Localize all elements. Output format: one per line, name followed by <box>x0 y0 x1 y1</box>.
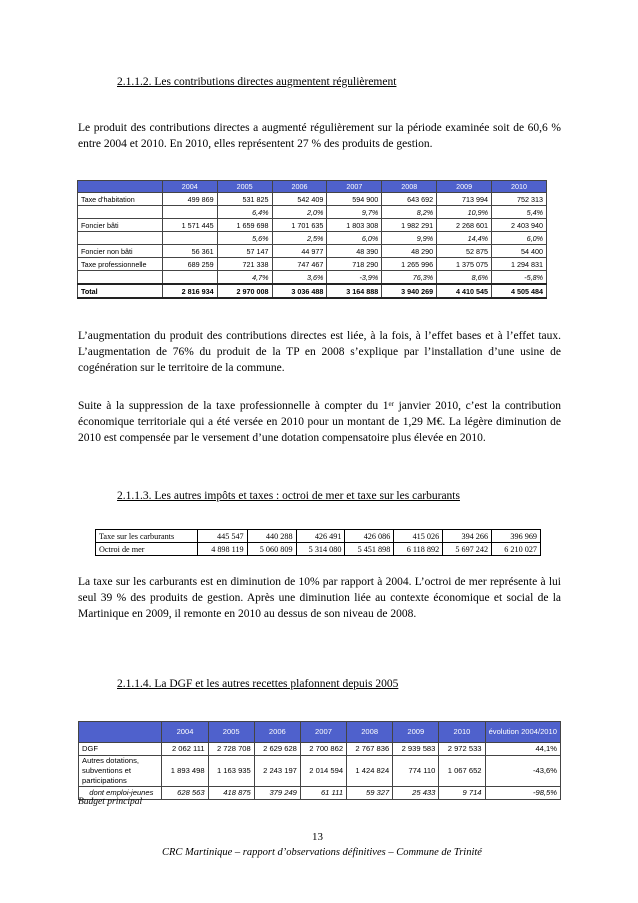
table-header-row <box>78 181 547 193</box>
table-cell: 628 563 <box>162 787 208 800</box>
table-cell: 6 210 027 <box>492 543 541 556</box>
row-label: Taxe sur les carburants <box>96 530 198 543</box>
section-heading-dgf: 2.1.1.4. La DGF et les autres recettes plafonnent depuis 2005 <box>117 678 399 690</box>
table-cell: 2 268 601 <box>437 219 492 232</box>
page-number: 13 <box>312 831 323 843</box>
table-cell: 5 060 809 <box>247 543 296 556</box>
table-cell: 6,4% <box>217 206 272 219</box>
table-cell: 14,4% <box>437 232 492 245</box>
table-cell: 2 403 940 <box>492 219 547 232</box>
section-heading-contributions: 2.1.1.2. Les contributions directes augmentent régulièrement <box>117 76 397 88</box>
table-cell: 2,0% <box>272 206 327 219</box>
table-cell: 394 266 <box>443 530 492 543</box>
row-label <box>78 271 163 285</box>
table-cell: 440 288 <box>247 530 296 543</box>
table-cell: 5 697 242 <box>443 543 492 556</box>
row-label <box>78 206 163 219</box>
table-cell: 542 409 <box>272 193 327 206</box>
table-row <box>78 271 547 285</box>
table-row <box>78 193 547 206</box>
table-cell: 1 424 824 <box>347 756 393 787</box>
table-cell: 56 361 <box>162 245 217 258</box>
table-cell: 2 728 708 <box>208 743 254 756</box>
table-cell: 8,6% <box>437 271 492 285</box>
table-cell: 713 994 <box>437 193 492 206</box>
table-cell: 1 803 308 <box>327 219 382 232</box>
table-cell: 396 969 <box>492 530 541 543</box>
table-cell: 25 433 <box>393 787 439 800</box>
table-cell: 4 410 545 <box>437 284 492 298</box>
table-cell: 1 375 075 <box>437 258 492 271</box>
table-header-year: 2009 <box>393 722 439 743</box>
table-carburants-octroi <box>95 529 541 556</box>
table-cell: 52 875 <box>437 245 492 258</box>
table-cell: 9,7% <box>327 206 382 219</box>
row-label <box>78 232 163 245</box>
table-cell: 59 327 <box>347 787 393 800</box>
table-cell: 6 118 892 <box>394 543 443 556</box>
table-row <box>78 232 547 245</box>
table-header-blank <box>78 181 163 193</box>
row-label: Taxe d'habitation <box>78 193 163 206</box>
table-cell: 3,6% <box>272 271 327 285</box>
table-cell: 48 290 <box>382 245 437 258</box>
row-label: dont emploi-jeunes <box>79 787 162 800</box>
table-cell: 594 900 <box>327 193 382 206</box>
table-row <box>79 743 561 756</box>
table-cell: 689 259 <box>162 258 217 271</box>
table-cell: 6,0% <box>327 232 382 245</box>
row-label: Taxe professionnelle <box>78 258 163 271</box>
table-contributions <box>77 180 547 299</box>
table-cell: 76,3% <box>382 271 437 285</box>
table-cell: 2,5% <box>272 232 327 245</box>
table-cell: 2 014 594 <box>300 756 346 787</box>
table-cell: 6,0% <box>492 232 547 245</box>
table-cell: 1 982 291 <box>382 219 437 232</box>
table-row <box>96 543 541 556</box>
table-header-year: 2010 <box>492 181 547 193</box>
table-cell: 2 062 111 <box>162 743 208 756</box>
table-cell: 643 692 <box>382 193 437 206</box>
table-cell: 3 036 488 <box>272 284 327 298</box>
row-label: DGF <box>79 743 162 756</box>
table-header-year: 2005 <box>208 722 254 743</box>
table-cell: -3,9% <box>327 271 382 285</box>
paragraph-suppression-tp <box>78 398 561 446</box>
table-cell: -5,8% <box>492 271 547 285</box>
table-header-year: 2010 <box>439 722 485 743</box>
table-header-year: 2004 <box>162 722 208 743</box>
table-row <box>78 206 547 219</box>
table-cell: 415 026 <box>394 530 443 543</box>
table-row <box>79 756 561 787</box>
table-cell: 445 547 <box>197 530 247 543</box>
table-cell: 4 505 484 <box>492 284 547 298</box>
row-label: Foncier non bâti <box>78 245 163 258</box>
table-header-year: 2008 <box>347 722 393 743</box>
table-cell: 426 491 <box>296 530 345 543</box>
table-cell: 5 451 898 <box>345 543 394 556</box>
table-cell: 1 659 698 <box>217 219 272 232</box>
table-cell: 4 898 119 <box>197 543 247 556</box>
table-cell: 5,4% <box>492 206 547 219</box>
table-cell: 379 249 <box>254 787 300 800</box>
table-cell: 61 111 <box>300 787 346 800</box>
table-row <box>96 530 541 543</box>
table-cell <box>162 271 217 285</box>
table-cell: 2 816 934 <box>162 284 217 298</box>
table-cell: 9,9% <box>382 232 437 245</box>
table-cell: 1 571 445 <box>162 219 217 232</box>
table-cell <box>162 232 217 245</box>
table-cell: 752 313 <box>492 193 547 206</box>
table-cell: 10,9% <box>437 206 492 219</box>
table-row <box>78 219 547 232</box>
table-cell: 4,7% <box>217 271 272 285</box>
table-cell: 774 110 <box>393 756 439 787</box>
table-cell: -98,5% <box>485 787 560 800</box>
table-cell: 5,6% <box>217 232 272 245</box>
table-cell: 57 147 <box>217 245 272 258</box>
table-cell: 499 869 <box>162 193 217 206</box>
table-cell: 5 314 080 <box>296 543 345 556</box>
table-cell: 531 825 <box>217 193 272 206</box>
table-caption: Budget principal <box>78 797 143 807</box>
table-header-evolution: évolution 2004/2010 <box>485 722 560 743</box>
table-row <box>78 284 547 298</box>
table-cell: 9 714 <box>439 787 485 800</box>
table-cell: 747 467 <box>272 258 327 271</box>
table-cell: 2 700 862 <box>300 743 346 756</box>
table-cell: 44 977 <box>272 245 327 258</box>
table-cell: 418 875 <box>208 787 254 800</box>
table-cell: 1 701 635 <box>272 219 327 232</box>
row-label: Octroi de mer <box>96 543 198 556</box>
table-header-row <box>79 722 561 743</box>
superscript-er: er <box>388 400 394 408</box>
table-cell: 2 243 197 <box>254 756 300 787</box>
table-cell: 2 972 533 <box>439 743 485 756</box>
row-label: Foncier bâti <box>78 219 163 232</box>
table-cell: 1 893 498 <box>162 756 208 787</box>
paragraph-octroi: La taxe sur les carburants est en diminution de 10% par rapport à 2004. L’octroi de mer représente à lui seul 39 % des produits de gestion. Après une diminution liée au contexte économique et social de la Martinique en 2009, il remonte en 2010 au dessus de son niveau de 2008. <box>78 576 561 620</box>
table-cell: 426 086 <box>345 530 394 543</box>
table-cell: 721 338 <box>217 258 272 271</box>
table-header-year: 2009 <box>437 181 492 193</box>
table-header-year: 2008 <box>382 181 437 193</box>
table-cell <box>162 206 217 219</box>
paragraph-augmentation: L’augmentation du produit des contributions directes est liée, à la fois, à l’effet bases et à l’effet taux. L’augmentation de 76% du produit de la TP en 2008 s’explique par l’installation d’une usine de cogénération sur le territoire de la commune. <box>78 330 561 374</box>
table-dgf <box>78 721 561 800</box>
table-header-year: 2004 <box>162 181 217 193</box>
paragraph-contributions: Le produit des contributions directes a augmenté régulièrement sur la période examinée soit de 60,6 % entre 2004 et 2010. En 2010, elles représentent 27 % des produits de gestion. <box>78 122 561 150</box>
table-header-year: 2005 <box>217 181 272 193</box>
table-cell: 54 400 <box>492 245 547 258</box>
table-cell: 1 163 935 <box>208 756 254 787</box>
para-text-start: Suite à la suppression de la taxe professionnelle à compter du 1 <box>78 400 389 412</box>
table-cell: 44,1% <box>485 743 560 756</box>
table-header-year: 2007 <box>300 722 346 743</box>
row-label: Autres dotations, subventions et participations <box>79 756 162 787</box>
table-cell: 2 629 628 <box>254 743 300 756</box>
table-cell: 3 940 269 <box>382 284 437 298</box>
table-cell: -43,6% <box>485 756 560 787</box>
table-header-year: 2006 <box>272 181 327 193</box>
table-header-blank <box>79 722 162 743</box>
page-footer: CRC Martinique – rapport d’observations définitives – Commune de Trinité <box>162 847 482 858</box>
table-row <box>78 245 547 258</box>
para-text-end: janvier 2010, c’est la contribution économique territoriale qui a été versée en 2010 pour un montant de 1,29 M€. La légère diminution de 2010 est compensée par le versement d’une dotation compensatoire plus élevée en 2010. <box>78 400 561 444</box>
table-cell: 3 164 888 <box>327 284 382 298</box>
row-label: Total <box>78 284 163 298</box>
table-cell: 2 767 836 <box>347 743 393 756</box>
table-cell: 48 390 <box>327 245 382 258</box>
table-header-year: 2007 <box>327 181 382 193</box>
table-cell: 2 939 583 <box>393 743 439 756</box>
table-cell: 718 290 <box>327 258 382 271</box>
table-row <box>78 258 547 271</box>
table-cell: 1 067 652 <box>439 756 485 787</box>
table-cell: 1 294 831 <box>492 258 547 271</box>
table-cell: 2 970 008 <box>217 284 272 298</box>
table-header-year: 2006 <box>254 722 300 743</box>
table-cell: 1 265 996 <box>382 258 437 271</box>
table-cell: 8,2% <box>382 206 437 219</box>
table-row <box>79 787 561 800</box>
section-heading-autres-impots: 2.1.1.3. Les autres impôts et taxes : octroi de mer et taxe sur les carburants <box>117 490 460 502</box>
